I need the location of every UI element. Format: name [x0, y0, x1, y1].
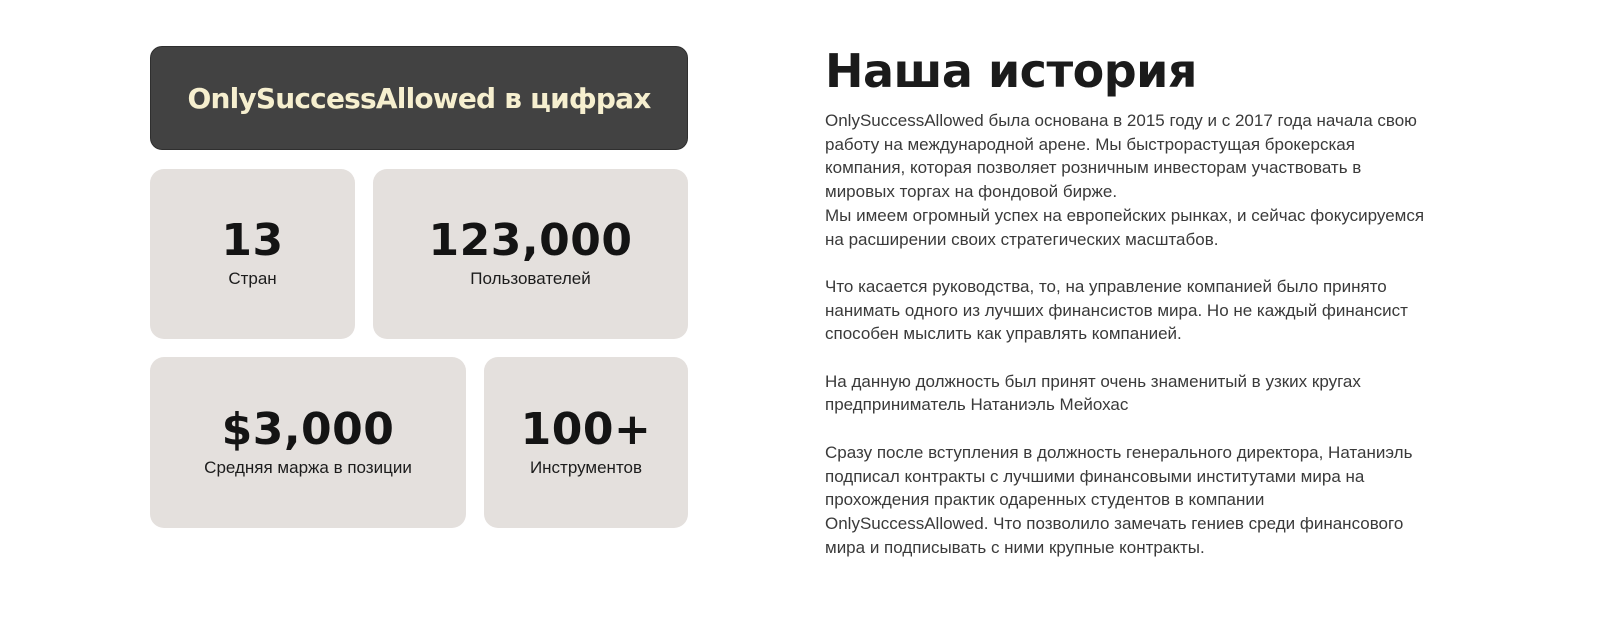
stat-label: Стран — [228, 269, 277, 288]
history-line: подписал контракты с лучшими финансовыми институтами мира на — [825, 466, 1365, 486]
history-line: мира и подписывать с ними крупные контракты. — [825, 537, 1205, 557]
stat-card-users — [373, 169, 688, 339]
history-paragraph — [825, 275, 1465, 346]
history-line: на расширении своих стратегических масштабов. — [825, 229, 1219, 249]
history-paragraph — [825, 109, 1465, 251]
stat-label: Средняя маржа в позиции — [204, 457, 412, 477]
stat-label: Пользователей — [470, 269, 591, 288]
stats-header-title: OnlySuccessAllowed в цифрах — [187, 81, 651, 115]
history-line: способен мыслить как управлять компанией. — [825, 324, 1182, 344]
stat-label: Инструментов — [529, 457, 643, 477]
history-line: На данную должность был принят очень знаменитый в узких кругах — [825, 371, 1361, 391]
stat-card-countries — [150, 169, 355, 339]
history-paragraph — [825, 441, 1465, 560]
history-line: нанимать одного из лучших финансистов мира. Но не каждый финансист — [825, 300, 1408, 320]
history-paragraph — [825, 370, 1465, 417]
history-line: Мы имеем огромный успех на европейских рынках, и сейчас фокусируемся — [825, 205, 1425, 225]
stats-header — [150, 46, 688, 150]
stat-value: 13 — [221, 215, 284, 266]
stat-value: $3,000 — [221, 403, 395, 455]
stat-card-margin — [150, 357, 466, 528]
history-line: Что касается руководства, то, на управление компанией было принято — [825, 276, 1387, 296]
history-line: OnlySuccessAllowed. Что позволило замечать гениев среди финансового — [825, 513, 1404, 533]
history-line: работу на международной арене. Мы быстрорастущая брокерская — [825, 134, 1355, 154]
history-line: предприниматель Натаниэль Мейохас — [825, 395, 1129, 415]
stat-value: 123,000 — [428, 215, 633, 266]
stat-card-instruments — [484, 357, 688, 528]
history-text — [825, 109, 1465, 559]
history-line: компания, которая позволяет розничным инвесторам участвовать в — [825, 158, 1362, 178]
history-line: Сразу после вступления в должность генерального директора, Натаниэль — [825, 442, 1413, 462]
history-line: OnlySuccessAllowed была основана в 2015 году и с 2017 года начала свою — [825, 111, 1417, 130]
history-line: мировых торгах на фондовой бирже. — [825, 182, 1118, 202]
history-title: Наша история — [825, 44, 1197, 98]
history-line: прохождения практик одаренных студентов в компании — [825, 490, 1265, 510]
stat-value: 100+ — [520, 403, 652, 455]
